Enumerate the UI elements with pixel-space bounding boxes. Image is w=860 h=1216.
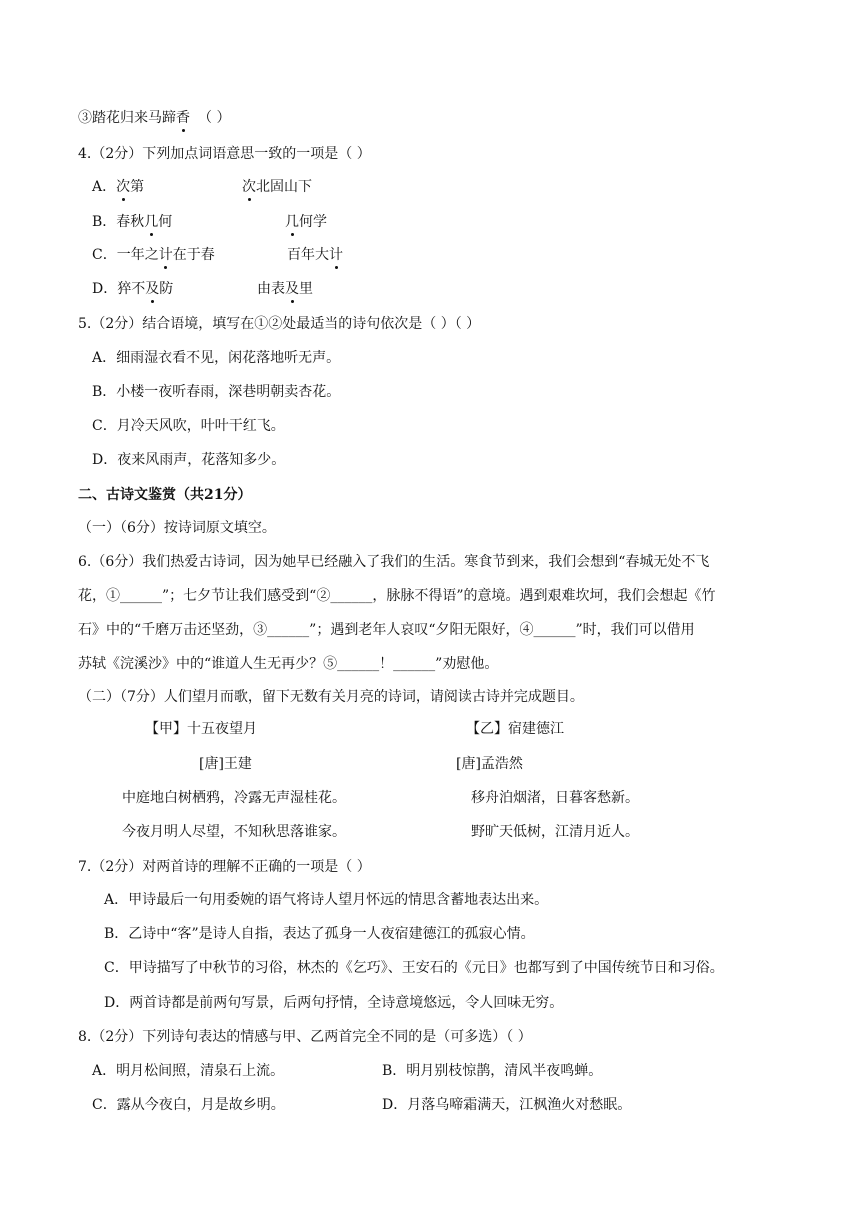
poem-jia-title: 【甲】十五夜望月 [145, 721, 257, 737]
q7-option-a: A．甲诗最后一句用委婉的语气将诗人望月怀远的情思含蓄地表达出来。 [104, 892, 549, 908]
q7-option-c: C．甲诗描写了中秋节的习俗，林杰的《乞巧》、王安石的《元日》也都写到了中国传统节日和习俗。 [104, 960, 724, 976]
q5-option-c: C．月冷天风吹，叶叶干红飞。 [92, 418, 285, 434]
poem-yi-line-1: 移舟泊烟渚，日暮客愁新。 [471, 790, 639, 806]
q3-item3-blank: （ ） [198, 110, 231, 126]
poem-jia-line-1: 中庭地白树栖鸦，冷露无声湿桂花。 [122, 790, 346, 806]
q4-option-d: D．猝不及防 [92, 281, 174, 297]
q4-option-c: C．一年之计在于春 [92, 247, 215, 263]
q7-option-d: D．两首诗都是前两句写景，后两句抒情，全诗意境悠远，令人回味无穷。 [104, 995, 564, 1011]
poem-jia-line-2: 今夜月明人尽望，不知秋思落谁家。 [122, 824, 346, 840]
q3-item3-pre: ③踏花归来马蹄 [78, 110, 176, 126]
poem-yi-title: 【乙】宿建德江 [466, 721, 564, 737]
q3-item3-dotted: 香 [176, 110, 190, 126]
poem-jia-author: [唐]王建 [199, 756, 252, 772]
q4-option-b-right: 几何学 [285, 214, 327, 230]
q4-option-c-right: 百年大计 [287, 247, 343, 263]
q6-line-4: 苏轼《浣溪沙》中的“谁道人生无再少？⑤______！______”劝慰他。 [78, 656, 499, 672]
q8-option-d: D．月落乌啼霜满天，江枫渔火对愁眠。 [382, 1097, 632, 1113]
poem-yi-line-2: 野旷天低树，江清月近人。 [471, 824, 639, 840]
q7-stem: 7.（2分）对两首诗的理解不正确的一项是（ ） [78, 859, 371, 875]
q4-option-b: B．春秋几何 [92, 214, 173, 230]
q8-option-a: A．明月松间照，清泉石上流。 [92, 1063, 285, 1079]
subsection-2-title: （二）（7分）人们望月而歌，留下无数有关月亮的诗词，请阅读古诗并完成题目。 [78, 689, 584, 705]
q5-option-b: B．小楼一夜听春雨，深巷明朝卖杏花。 [92, 384, 341, 400]
q7-option-b: B．乙诗中“客”是诗人自指，表达了孤身一人夜宿建德江的孤寂心情。 [104, 926, 535, 942]
q6-line-3: 石》中的“千磨万击还坚劲，③______”；遇到老年人哀叹“夕阳无限好，④______”时，我们可以借用 [78, 622, 695, 638]
q8-option-c: C．露从今夜白，月是故乡明。 [92, 1097, 285, 1113]
q6-line-1: 6.（6分）我们热爱古诗词，因为她早已经融入了我们的生活。寒食节到来，我们会想到“春城无处不飞 [78, 554, 710, 570]
q4-option-a-right: 次北固山下 [242, 179, 312, 195]
q8-stem: 8.（2分）下列诗句表达的情感与甲、乙两首完全不同的是（可多选）（ ） [78, 1029, 532, 1045]
q5-option-d: D．夜来风雨声，花落知多少。 [92, 452, 286, 468]
q5-option-a: A．细雨湿衣看不见，闲花落地听无声。 [92, 350, 341, 366]
q5-stem: 5.（2分）结合语境，填写在①②处最适当的诗句依次是（ ）（ ） [78, 316, 481, 332]
q8-option-b: B．明月别枝惊鹊，清风半夜鸣蝉。 [382, 1063, 603, 1079]
subsection-1-title: （一）（6分）按诗词原文填空。 [78, 520, 276, 536]
section-2-title: 二、古诗文鉴赏（共21分） [78, 487, 252, 503]
q4-option-a: A．次第 [92, 179, 145, 195]
q6-line-2: 花，①______”；七夕节让我们感受到“②______，脉脉不得语”的意境。遇到艰难坎坷，我们会想起《竹 [78, 588, 716, 604]
q4-stem: 4.（2分）下列加点词语意思一致的一项是（ ） [78, 146, 371, 162]
poem-yi-author: [唐]孟浩然 [456, 756, 523, 772]
q3-item3 [78, 108, 230, 128]
q4-option-d-right: 由表及里 [257, 281, 313, 297]
